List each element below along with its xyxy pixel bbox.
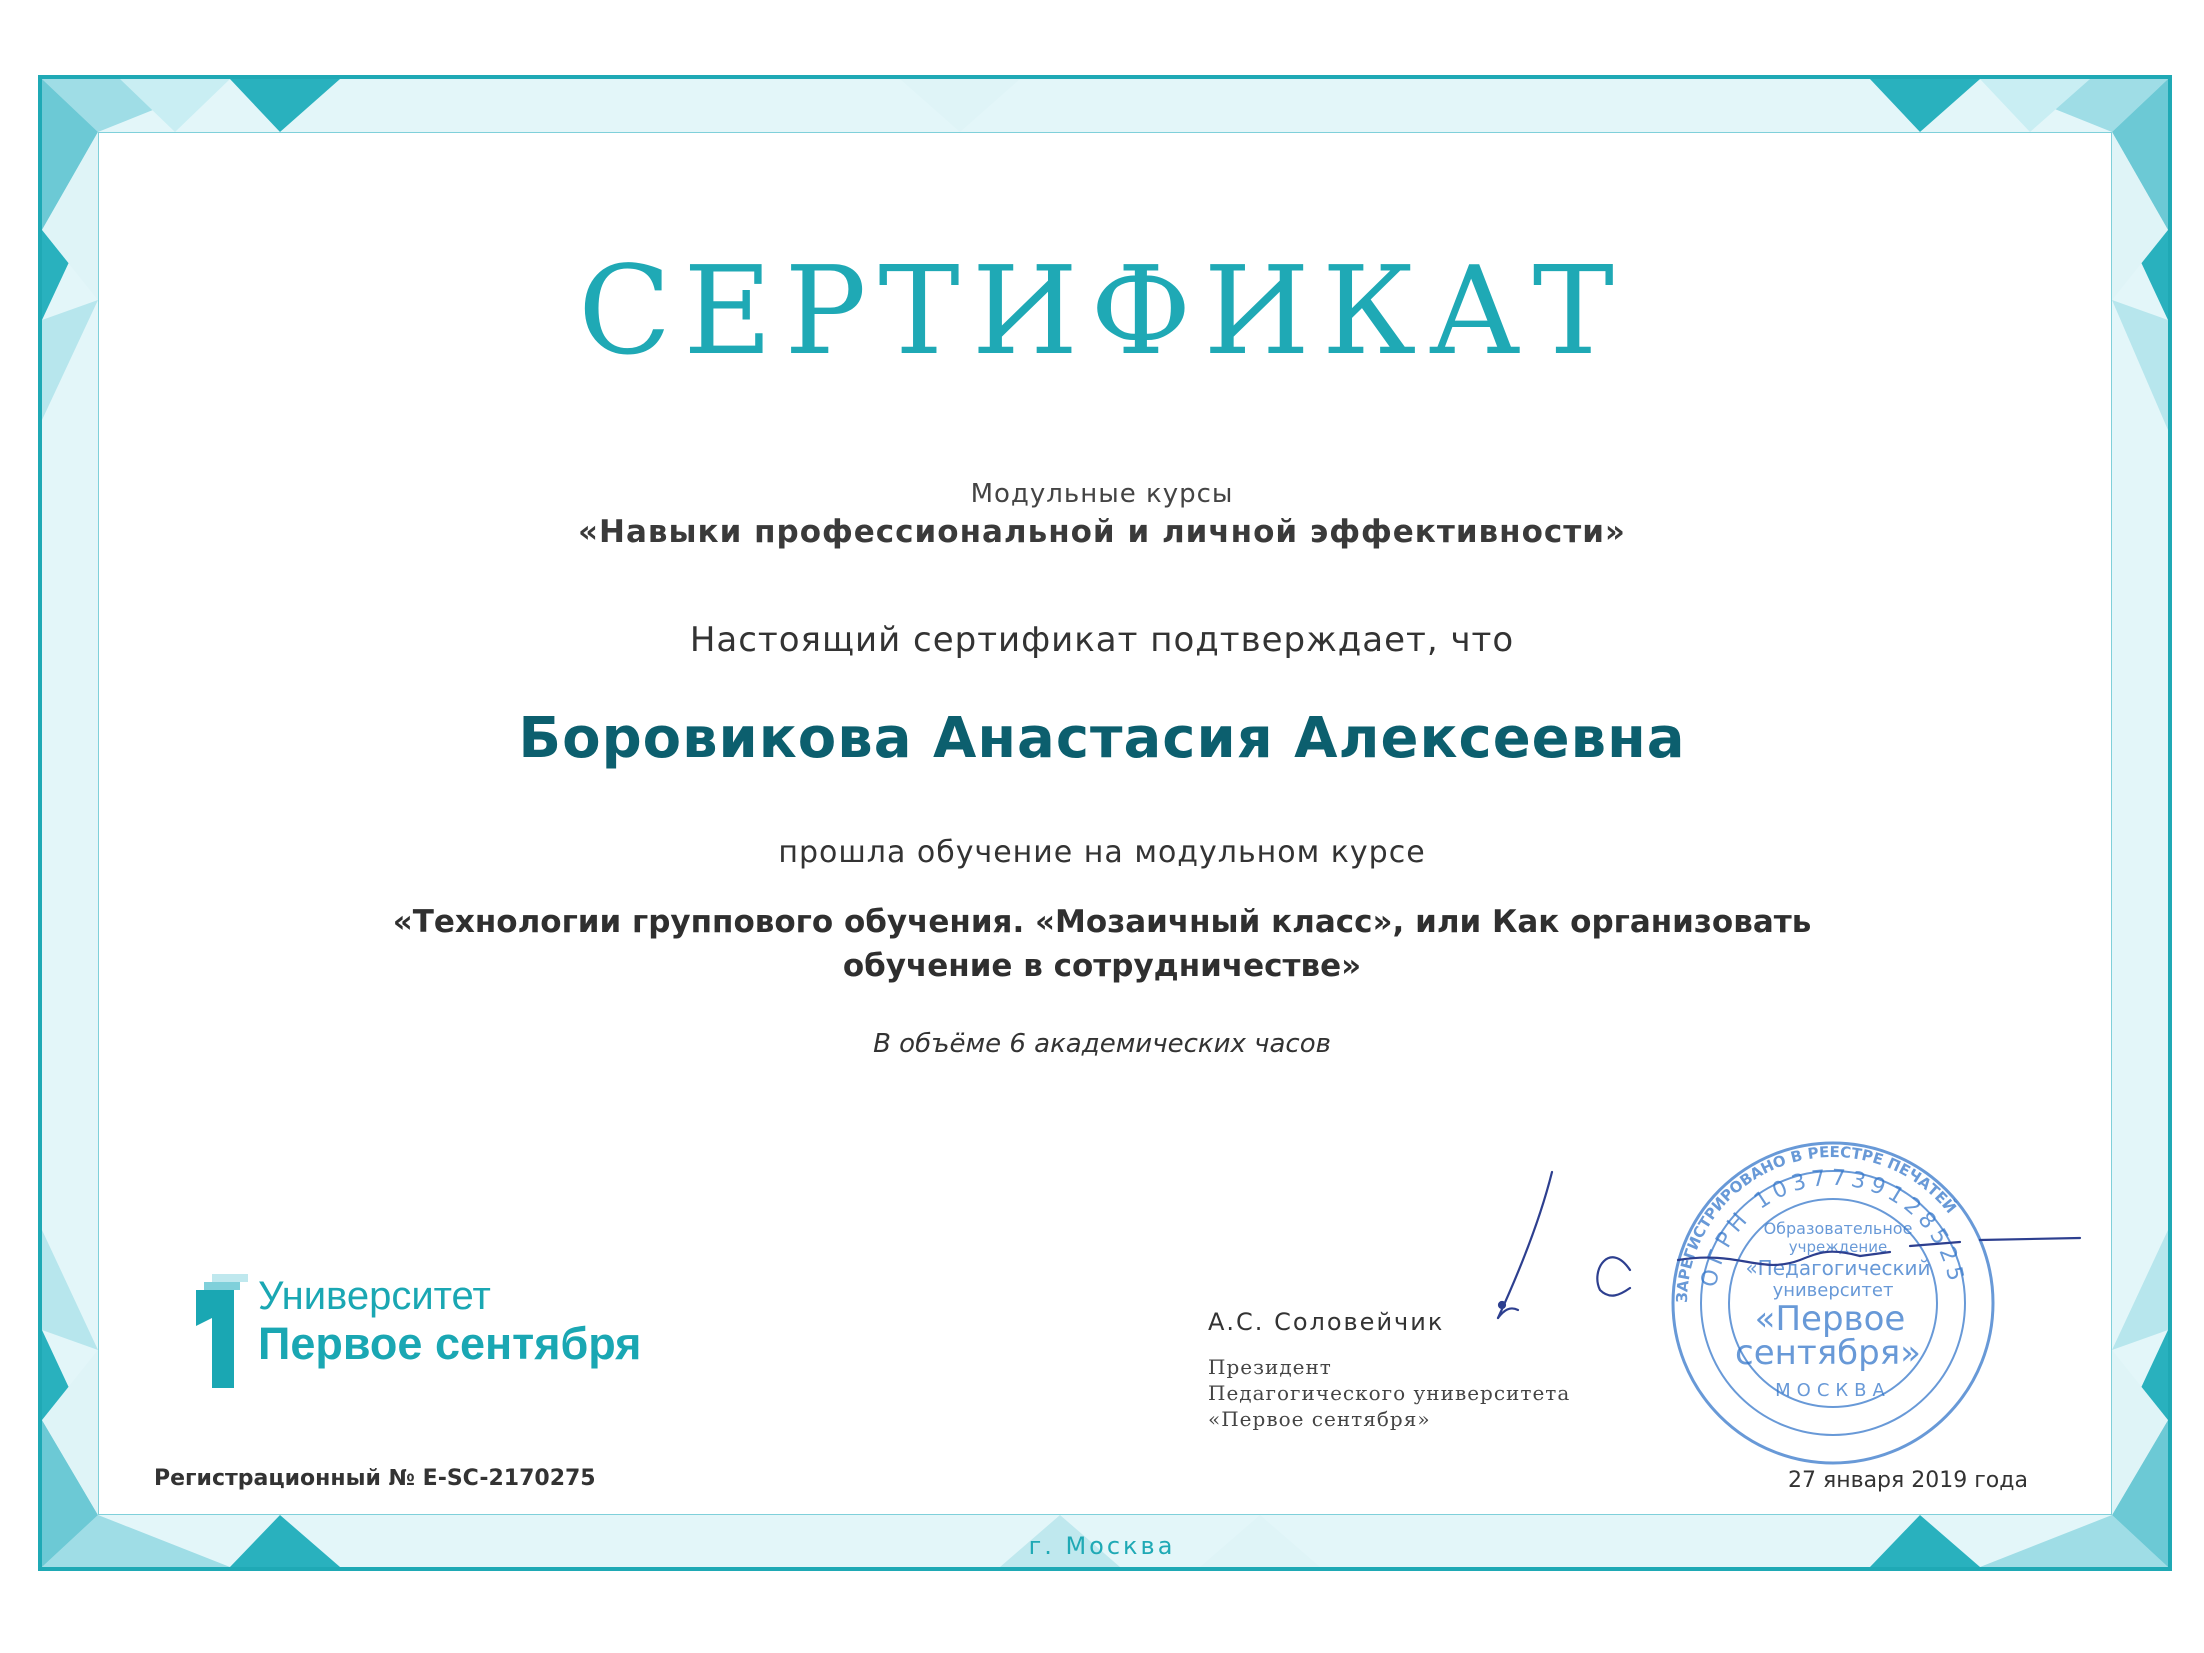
confirmation-text: Настоящий сертификат подтверждает, что <box>689 620 1515 660</box>
signer-role-line2: Педагогического университета <box>1208 1381 1571 1405</box>
svg-text:университет: университет <box>1772 1280 1894 1301</box>
issue-date: 27 января 2019 года <box>1788 1468 2028 1493</box>
svg-text:ЗАРЕГИСТРИРОВАНО В РЕЕСТРЕ ПЕЧ: ЗАРЕГИСТРИРОВАНО В РЕЕСТРЕ ПЕЧАТЕЙ <box>1672 1142 1960 1304</box>
signer-role-line3: «Первое сентября» <box>1208 1407 1431 1431</box>
svg-text:сентября»: сентября» <box>1735 1333 1921 1373</box>
issue-city: г. Москва <box>1028 1532 1176 1560</box>
signer-name: А.С. Соловейчик <box>1208 1308 1445 1336</box>
svg-text:«Педагогический: «Педагогический <box>1745 1256 1931 1280</box>
logo-university-name: Первое сентября <box>258 1318 642 1369</box>
module-name: «Технологии группового обучения. «Мозаичный класс», или Как организовать обучение в сотрудничестве» <box>392 904 1812 984</box>
signer-role-line1: Президент <box>1208 1355 1332 1379</box>
recipient-name: Боровикова Анастасия Алексеевна <box>518 706 1686 771</box>
svg-text:учреждение: учреждение <box>1788 1238 1888 1256</box>
course-series-name: «Навыки профессиональной и личной эффективности» <box>578 514 1626 550</box>
svg-text:«Первое: «Первое <box>1754 1299 1906 1339</box>
svg-text:МОСКВА: МОСКВА <box>1775 1380 1891 1401</box>
completion-text: прошла обучение на модульном курсе <box>778 835 1426 870</box>
hours-text: В объёме 6 академических часов <box>873 1029 1331 1059</box>
registration-number: Регистрационный № E-SC-2170275 <box>154 1466 596 1491</box>
svg-text:Образовательное: Образовательное <box>1763 1219 1913 1238</box>
certificate-title: СЕРТИФИКАТ <box>577 240 1627 382</box>
svg-text:ОГРН 1037739128525: ОГРН 1037739128525 <box>1696 1165 1969 1290</box>
course-series-label: Модульные курсы <box>970 479 1234 509</box>
handwritten-signature <box>1440 1160 2090 1340</box>
logo-university-label: Университет <box>258 1274 491 1318</box>
